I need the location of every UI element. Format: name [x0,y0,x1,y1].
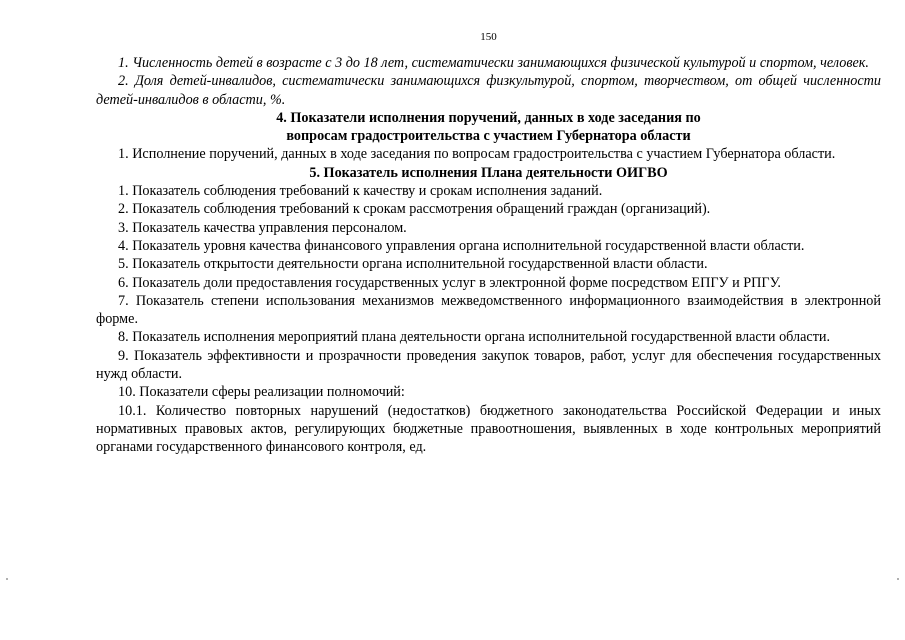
section5-item: 10. Показатели сферы реализации полномочий: [118,384,405,401]
section5-item: 5. Показатель открытости деятельности органа исполнительной государственной власти области. [118,256,708,273]
section5-item: 1. Показатель соблюдения требований к качеству и срокам исполнения заданий. [118,183,603,200]
italic-item-disabled-children: 2. Доля детей-инвалидов, систематически занимающихся физкультурой, спортом, творчеством, от общей численности детей-инвалидов в области, %. [96,73,881,108]
section4-heading-line1: 4. Показатели исполнения поручений, данных в ходе заседания по [276,109,701,126]
section5-item: 6. Показатель доли предоставления государственных услуг в электронной форме посредством ЕПГУ и РПГУ. [118,274,781,291]
section5-item: 8. Показатель исполнения мероприятий плана деятельности органа исполнительной государственной власти области. [118,329,831,346]
italic-item-children-sport: 1. Численность детей в возрасте с 3 до 18 лет, систематически занимающихся физической культурой и спортом, человек. [118,55,869,71]
document-page [96,30,881,457]
section4-heading-line2: вопросам градостроительства с участием Губернатора области [286,128,691,145]
section5-heading: 5. Показатель исполнения Плана деятельности ОИГВО [309,164,668,181]
section5-item: 10.1. Количество повторных нарушений (недостатков) бюджетного законодательства Российской Федерации и иных нормативных правовых актов, регулирующих бюджетные правоотношения, выявленных в ходе контрольных мероприятий органами государственного финансового контроля, ед. [96,402,881,456]
section5-item: 2. Показатель соблюдения требований к срокам рассмотрения обращений граждан (организаций). [118,201,711,218]
section5-item: 4. Показатель уровня качества финансового управления органа исполнительной государственной власти области. [118,237,805,254]
section4-item: 1. Исполнение поручений, данных в ходе заседания по вопросам градостроительства с участием Губернатора области. [118,146,836,163]
section5-item: 7. Показатель степени использования механизмов межведомственного информационного взаимодействия в электронной форме. [96,292,881,328]
scan-mark-right [897,578,899,580]
section5-item: 9. Показатель эффективности и прозрачности проведения закупок товаров, работ, услуг для обеспечения государственных нужд области. [96,347,881,383]
scan-mark-left [6,578,8,580]
section5-item: 3. Показатель качества управления персоналом. [118,219,407,236]
page-number: 150 [480,31,497,43]
